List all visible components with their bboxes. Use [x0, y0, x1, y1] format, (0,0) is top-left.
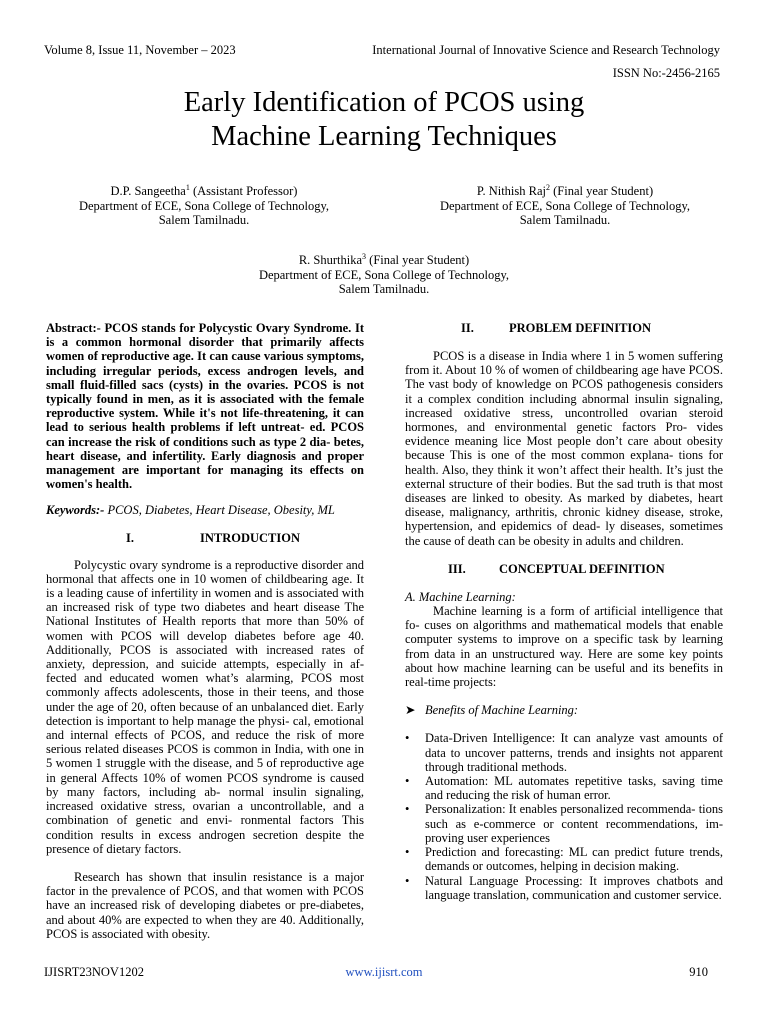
paper-title	[0, 86, 768, 154]
list-item-text: Natural Language Processing: It improves chatbots and language translation, communication and customer service.	[425, 873, 723, 902]
header-issn: ISSN No:-2456-2165	[612, 66, 720, 80]
author-2-line	[405, 181, 725, 199]
bullet-dot-icon: •	[405, 774, 410, 789]
header-volume: Volume 8, Issue 11, November – 2023	[44, 43, 236, 57]
author-2-name: P. Nithish Raj	[476, 184, 546, 199]
list-item-text: Personalization: It enables personalized recommenda- tions such as e-commerce or content recommendations, im- proving user experiences	[425, 802, 723, 845]
section-name: PROBLEM DEFINITION	[509, 321, 652, 335]
benefits-list	[405, 731, 723, 901]
author-1-line	[44, 181, 364, 199]
author-2-sup: 2	[546, 183, 550, 192]
list-item-text: Automation: ML automates repetitive tasks, saving time and reducing the risk of human error.	[425, 774, 723, 803]
author-1-role: (Assistant Professor)	[189, 184, 298, 199]
bullet-dot-icon: •	[405, 873, 410, 888]
subsection-machine-learning: A. Machine Learning:	[405, 589, 516, 604]
abstract: Abstract:- PCOS stands for Polycystic Ovary Syndrome. It is a common hormonal disorder that primarily affects women of reproductive age. It can cause various symptoms, including irregular periods, excess androgen levels, and small fluid-filled sacs (cysts) in the ovaries. PCOS is not typically found in men, as it is associated with the female reproductive system. While it's not life-threatening, it can lead to serious health problems if left untreat- ed. PCOS can increase the risk of conditions such as type 2 dia- betes, heart disease, and infertility. Early diagnosis and proper management are important for managing its effects on women's health.	[46, 321, 364, 492]
section-name: INTRODUCTION	[200, 530, 301, 545]
ml-paragraph: Machine learning is a form of artificial intelligence that fo- cuses on algorithms and mathematical models that enable computer systems to improve on a specific task by learning from data in an unstructured way. Here are some key points about how machine learning can be useful and its benefits in real-time projects:	[405, 604, 723, 690]
author-2-dept: Department of ECE, Sona College of Technology,	[439, 198, 691, 213]
section-name: CONCEPTUAL DEFINITION	[499, 561, 665, 576]
author-1-sup: 1	[185, 183, 190, 192]
left-column	[46, 321, 364, 941]
author-3-name: R. Shurthika	[298, 253, 363, 268]
benefits-heading	[405, 703, 723, 717]
list-item	[405, 802, 723, 845]
section-number: II.	[461, 321, 474, 335]
footer-journal-link[interactable]: www.ijisrt.com	[345, 965, 423, 979]
author-3-sup: 3	[362, 252, 367, 261]
arrow-bullet-icon: ➤	[405, 703, 416, 718]
keywords-text: PCOS, Diabetes, Heart Disease, Obesity, ML	[104, 503, 335, 518]
author-block-3	[224, 250, 544, 297]
bullet-dot-icon: •	[405, 731, 410, 746]
section-heading-conceptual-definition	[405, 562, 723, 576]
problem-paragraph: PCOS is a disease in India where 1 in 5 women suffering from it. About 10 % of women of childbearing age have PCOS. The vast body of knowledge on PCOS pathogenesis considers it a complex condition including abnormal insulin signaling, increased oxidative stress, uncontrolled ovarian steroid hormones, and environmental genetic factors Pro- vides evidence meaning lice Most people don’t care about obesity because This is one of the most common explana- tions for health. Also, they think it won’t affect their health. It’s just the external structure of their bodies. But the sad truth is that most diseases are linked to obesity. As marked by diabetes, heart disease, malignancy, arthritis, chronic kidney disease, stroke, hypertension, and epidemics of dead- ly diseases, sometimes the cause of death can be obesity in adults and children.	[405, 349, 723, 548]
list-item	[405, 731, 723, 774]
list-item-text: Data-Driven Intelligence: It can analyze vast amounts of data to uncover patterns, trends and insights not apparent through traditional methods.	[425, 731, 723, 774]
author-block-2	[405, 181, 725, 228]
author-3-city: Salem Tamilnadu.	[338, 282, 430, 297]
section-heading-introduction	[46, 531, 364, 545]
paper-title-line2: Machine Learning Techniques	[211, 121, 557, 152]
author-3-dept: Department of ECE, Sona College of Technology,	[258, 267, 510, 282]
section-heading-problem-definition	[405, 321, 723, 335]
list-item-text: Prediction and forecasting: ML can predict future trends, demands or outcomes, helping in decision making.	[425, 845, 723, 874]
keywords	[46, 503, 364, 517]
footer-paper-code: IJISRT23NOV1202	[44, 965, 144, 979]
author-2-role: (Final year Student)	[550, 184, 654, 199]
author-1-name: D.P. Sangeetha	[110, 184, 186, 199]
list-item	[405, 845, 723, 873]
author-3-line	[224, 250, 544, 268]
author-3-role: (Final year Student)	[366, 253, 470, 268]
bullet-dot-icon: •	[405, 845, 410, 860]
author-block-1	[44, 181, 364, 228]
right-column	[405, 321, 723, 902]
section-number: III.	[448, 561, 466, 576]
keywords-label: Keywords:-	[46, 503, 105, 518]
author-2-city: Salem Tamilnadu.	[519, 213, 611, 228]
author-1-dept: Department of ECE, Sona College of Technology,	[78, 198, 330, 213]
intro-paragraph-1: Polycystic ovary syndrome is a reproductive disorder and hormonal that affects one in 10 women of childbearing age. It is a leading cause of infertility in women and is associated with an increased risk of type two diabetes and heart disease The National Institutes of Health reports that more than 50% of women with PCOS will develop diabetes before age 40. Additionally, PCOS is associated with increased rates of anxiety, depression, and suicide attempts, especially in af- fected and educated women what’s alarming, PCOS most commonly affects adolescents, those in their teens, and those under the age of 20, often because of an unbalanced diet. Early detection is important to help manage the physi- cal, emotional and internal effects of PCOS, and reduce the risk of more serious related diseases PCOS is common in India, with one in 5 women 1 struggle with the disease, and 5 of reproductive age in general Affects 10% of women PCOS syndrome is caused by many factors, including ab- normal insulin signaling, increased oxidative stress, ovarian a uncontrollable, and a combination of genetic and envi- ronmental factors This condition results in excess androgen secretion despite the presence of dietary factors.	[46, 557, 364, 856]
header-journal: International Journal of Innovative Science and Research Technology	[372, 43, 720, 57]
footer-page-number: 910	[689, 965, 708, 979]
author-1-city: Salem Tamilnadu.	[158, 213, 250, 228]
list-item	[405, 874, 723, 902]
bullet-dot-icon: •	[405, 802, 410, 817]
section-number: I.	[126, 530, 134, 545]
paper-title-line1: Early Identification of PCOS using	[183, 87, 585, 118]
intro-paragraph-2: Research has shown that insulin resistance is a major factor in the prevalence of PCOS, and that women with PCOS have an increased risk of developing diabetes or pre-diabetes, and about 40% are expected to when they are 40. Additionally, PCOS is associated with obesity.	[46, 869, 364, 941]
list-item	[405, 774, 723, 802]
benefits-heading-text: Benefits of Machine Learning:	[425, 703, 579, 718]
